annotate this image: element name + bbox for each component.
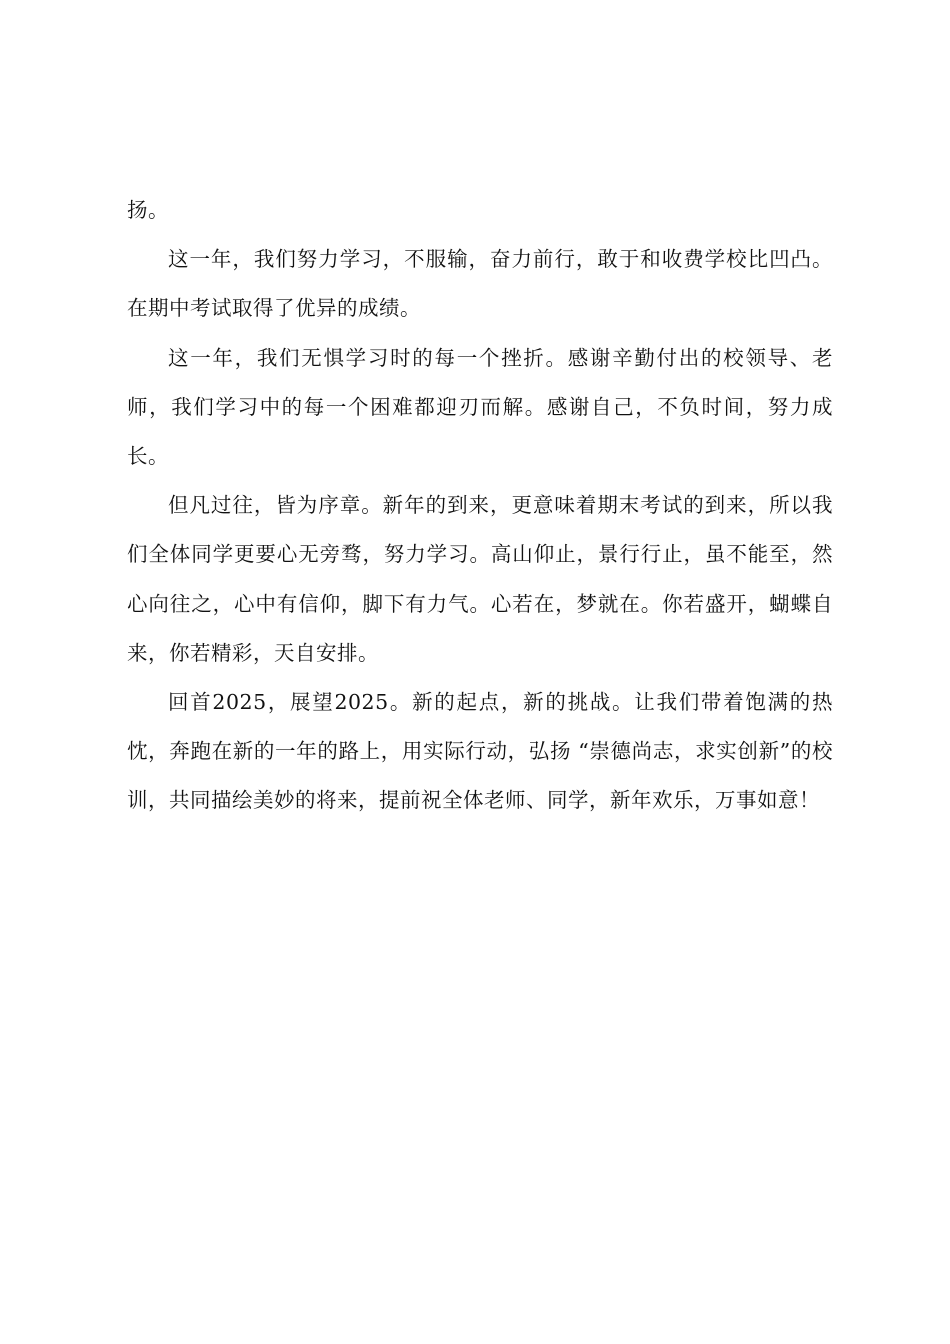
paragraph-future-exams: 但凡过往，皆为序章。新年的到来，更意味着期末考试的到来，所以我们全体同学更要心无旁骛，努力学习。高山仰止，景行行止，虽不能至，然心向往之，心中有信仰，脚下有力气。心若在，梦就在。你若盛开，蝴蝶自来，你若精彩，天自安排。 — [127, 493, 833, 665]
document-body — [127, 186, 833, 826]
paragraph-gratitude: 这一年，我们无惧学习时的每一个挫折。感谢辛勤付出的校领导、老师，我们学习中的每一个困难都迎刃而解。感谢自己，不负时间，努力成长。 — [127, 345, 833, 469]
paragraph-study-effort: 这一年，我们努力学习，不服输，奋力前行，敢于和收费学校比凹凸。在期中考试取得了优异的成绩。 — [127, 247, 833, 321]
paragraph-continuation: 扬。 — [127, 198, 169, 222]
paragraph-new-year-wishes: 回首2025，展望2025。新的起点，新的挑战。让我们带着饱满的热忱，奔跑在新的一年的路上，用实际行动，弘扬 “崇德尚志，求实创新”的校训，共同描绘美妙的将来，提前祝全体老师、同学，新年欢乐，万事如意！ — [127, 690, 833, 813]
